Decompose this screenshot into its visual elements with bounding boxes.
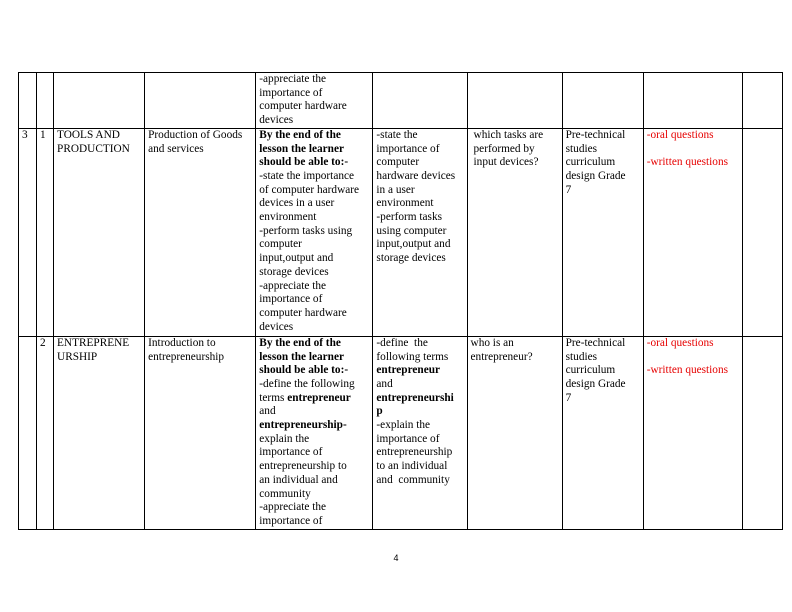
spacer: [647, 351, 740, 365]
scheme-of-work-table: [18, 72, 783, 530]
learning-outcomes-cell: By the end of the lesson the learner should be able to:- -define the following terms entrepreneur and entrepreneurship- explain the importance of entrepreneurship to an individual and community -appreciate the importance of: [256, 336, 373, 529]
inquiry-question-cell: [467, 73, 562, 129]
sub-strand-cell: Production of Goods and services: [145, 128, 256, 336]
learning-outcomes-cell: -appreciate the importance of computer hardware devices: [256, 73, 373, 129]
remarks-cell: [742, 128, 782, 336]
strand-cell: TOOLS AND PRODUCTION: [54, 128, 145, 336]
sub-strand-cell: [145, 73, 256, 129]
inquiry-question-cell: which tasks are performed by input devices?: [467, 128, 562, 336]
assessment-cell: -oral questions -written questions: [643, 128, 742, 336]
assessment-cell: [643, 73, 742, 129]
page-number: 4: [393, 553, 399, 563]
lesson-cell: 2: [37, 336, 54, 529]
assessment-cell: -oral questions -written questions: [643, 336, 742, 529]
table-row: [19, 128, 783, 336]
strand-cell: ENTREPRENE URSHIP: [54, 336, 145, 529]
table-row: [19, 336, 783, 529]
strand-cell: [54, 73, 145, 129]
learning-experiences-cell: -define the following terms entrepreneur and entrepreneurshi p -explain the importance of entrepreneurship to an individual and community: [373, 336, 467, 529]
remarks-cell: [742, 73, 782, 129]
resources-cell: [562, 73, 643, 129]
spacer: [647, 143, 740, 157]
sub-strand-cell: Introduction to entrepreneurship: [145, 336, 256, 529]
week-cell: [19, 336, 37, 529]
lesson-cell: [37, 73, 54, 129]
week-cell: [19, 73, 37, 129]
lesson-cell: 1: [37, 128, 54, 336]
week-cell: 3: [19, 128, 37, 336]
resources-cell: Pre-technical studies curriculum design Grade 7: [562, 336, 643, 529]
learning-experiences-cell: -state the importance of computer hardware devices in a user environment -perform tasks using computer input,output and storage devices: [373, 128, 467, 336]
inquiry-question-cell: who is an entrepreneur?: [467, 336, 562, 529]
remarks-cell: [742, 336, 782, 529]
table-row-continued: [19, 73, 783, 129]
learning-outcomes-cell: By the end of the lesson the learner should be able to:- -state the importance of computer hardware devices in a user environment -perform tasks using computer input,output and storage devices -appreciate the importance of computer hardware devices: [256, 128, 373, 336]
learning-experiences-cell: [373, 73, 467, 129]
resources-cell: Pre-technical studies curriculum design Grade 7: [562, 128, 643, 336]
